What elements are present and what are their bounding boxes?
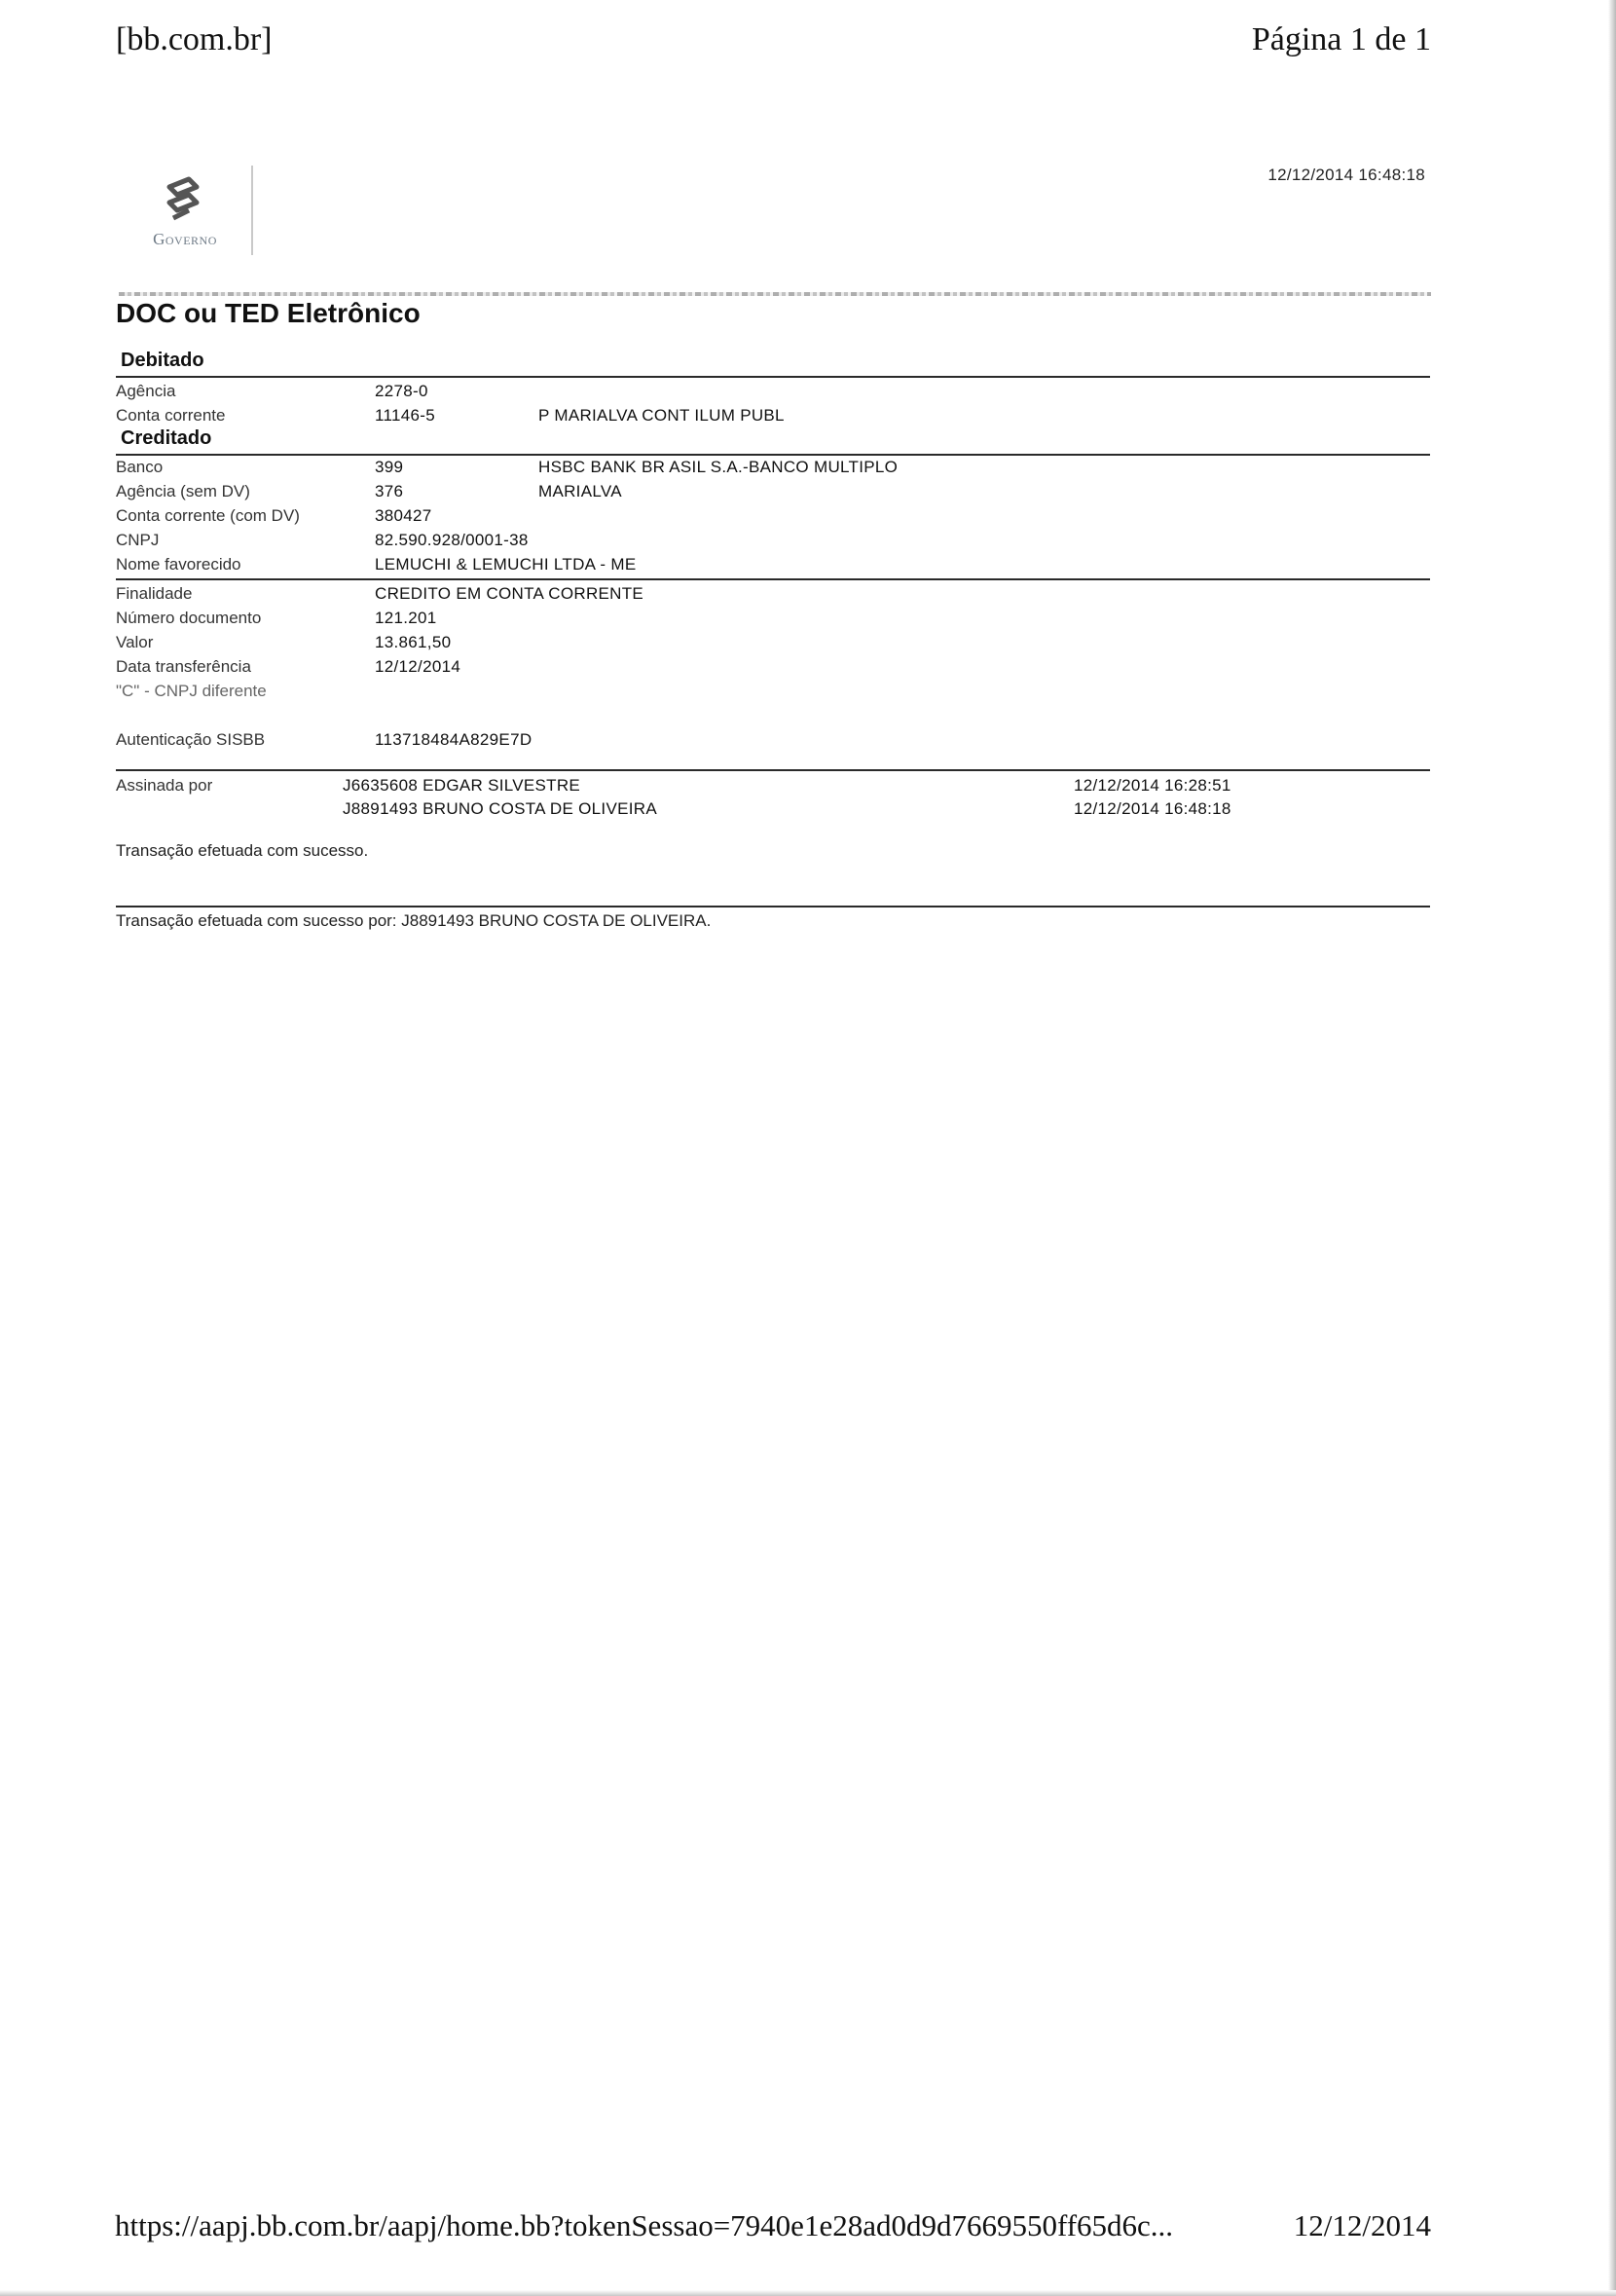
- value-agencia-nome: MARIALVA: [538, 482, 622, 500]
- label-conta-debitado: Conta corrente: [116, 406, 226, 425]
- browser-footer-url: https://aapj.bb.com.br/aapj/home.bb?tokenSessao=7940e1e28ad0d9d7669550ff65d6c...: [115, 2208, 1174, 2242]
- print-timestamp: 12/12/2014 16:48:18: [1267, 166, 1425, 184]
- label-assinada-por: Assinada por: [116, 776, 213, 795]
- value-cnpj: 82.590.928/0001-38: [375, 531, 529, 549]
- rule-detalhes: [116, 578, 1430, 580]
- browser-header-site: [bb.com.br]: [116, 21, 273, 57]
- section-creditado: Creditado: [121, 427, 212, 449]
- value-agencia-debitado: 2278-0: [375, 382, 428, 400]
- label-agencia-debitado: Agência: [116, 382, 176, 400]
- browser-header-page-indicator: Página 1 de 1: [1251, 21, 1431, 57]
- value-numero-documento: 121.201: [375, 609, 437, 627]
- label-cnpj: CNPJ: [116, 531, 160, 549]
- bank-logo: [119, 166, 257, 263]
- bb-logo-icon: [156, 173, 210, 228]
- status-message-by: Transação efetuada com sucesso por: J8891493 BRUNO COSTA DE OLIVEIRA.: [116, 911, 712, 930]
- document-title: DOC ou TED Eletrônico: [116, 298, 421, 328]
- value-finalidade: CREDITO EM CONTA CORRENTE: [375, 584, 644, 603]
- scan-edge-right: [1608, 0, 1616, 2296]
- label-conta-creditado: Conta corrente (com DV): [116, 506, 300, 525]
- status-message: Transação efetuada com sucesso.: [116, 841, 369, 860]
- rule-footer-status: [116, 906, 1430, 907]
- label-valor: Valor: [116, 633, 154, 651]
- value-favorecido: LEMUCHI & LEMUCHI LTDA - ME: [375, 555, 637, 574]
- value-conta-creditado: 380427: [375, 506, 432, 525]
- signer-datetime: 12/12/2014 16:48:18: [1074, 799, 1231, 818]
- signer-datetime: 12/12/2014 16:28:51: [1074, 776, 1231, 795]
- section-debitado: Debitado: [121, 350, 204, 371]
- label-finalidade: Finalidade: [116, 584, 193, 603]
- header-divider: [119, 292, 1431, 296]
- signer-name: J8891493 BRUNO COSTA DE OLIVEIRA: [343, 799, 657, 818]
- value-data-transferencia: 12/12/2014: [375, 657, 461, 676]
- logo-caption: Governo: [153, 230, 217, 248]
- label-numero-documento: Número documento: [116, 609, 262, 627]
- value-banco: 399: [375, 458, 404, 476]
- logo-divider: [251, 166, 253, 255]
- label-data-transferencia: Data transferência: [116, 657, 251, 676]
- label-banco: Banco: [116, 458, 164, 476]
- rule-assinaturas: [116, 769, 1430, 771]
- note-cnpj-diferente: "C" - CNPJ diferente: [116, 682, 267, 700]
- scan-edge-bottom: [0, 2290, 1616, 2296]
- value-titular-debitado: P MARIALVA CONT ILUM PUBL: [538, 406, 785, 425]
- signer-name: J6635608 EDGAR SILVESTRE: [343, 776, 581, 795]
- label-autenticacao: Autenticação SISBB: [116, 730, 266, 749]
- value-conta-debitado: 11146-5: [375, 406, 435, 425]
- rule-debitado: [116, 376, 1430, 378]
- value-banco-nome: HSBC BANK BR ASIL S.A.-BANCO MULTIPLO: [538, 458, 899, 476]
- value-agencia-creditado: 376: [375, 482, 404, 500]
- label-favorecido: Nome favorecido: [116, 555, 241, 574]
- rule-creditado: [116, 454, 1430, 456]
- browser-footer-date: 12/12/2014: [1293, 2208, 1431, 2242]
- value-valor: 13.861,50: [375, 633, 452, 651]
- value-autenticacao: 113718484A829E7D: [375, 730, 533, 749]
- label-agencia-creditado: Agência (sem DV): [116, 482, 250, 500]
